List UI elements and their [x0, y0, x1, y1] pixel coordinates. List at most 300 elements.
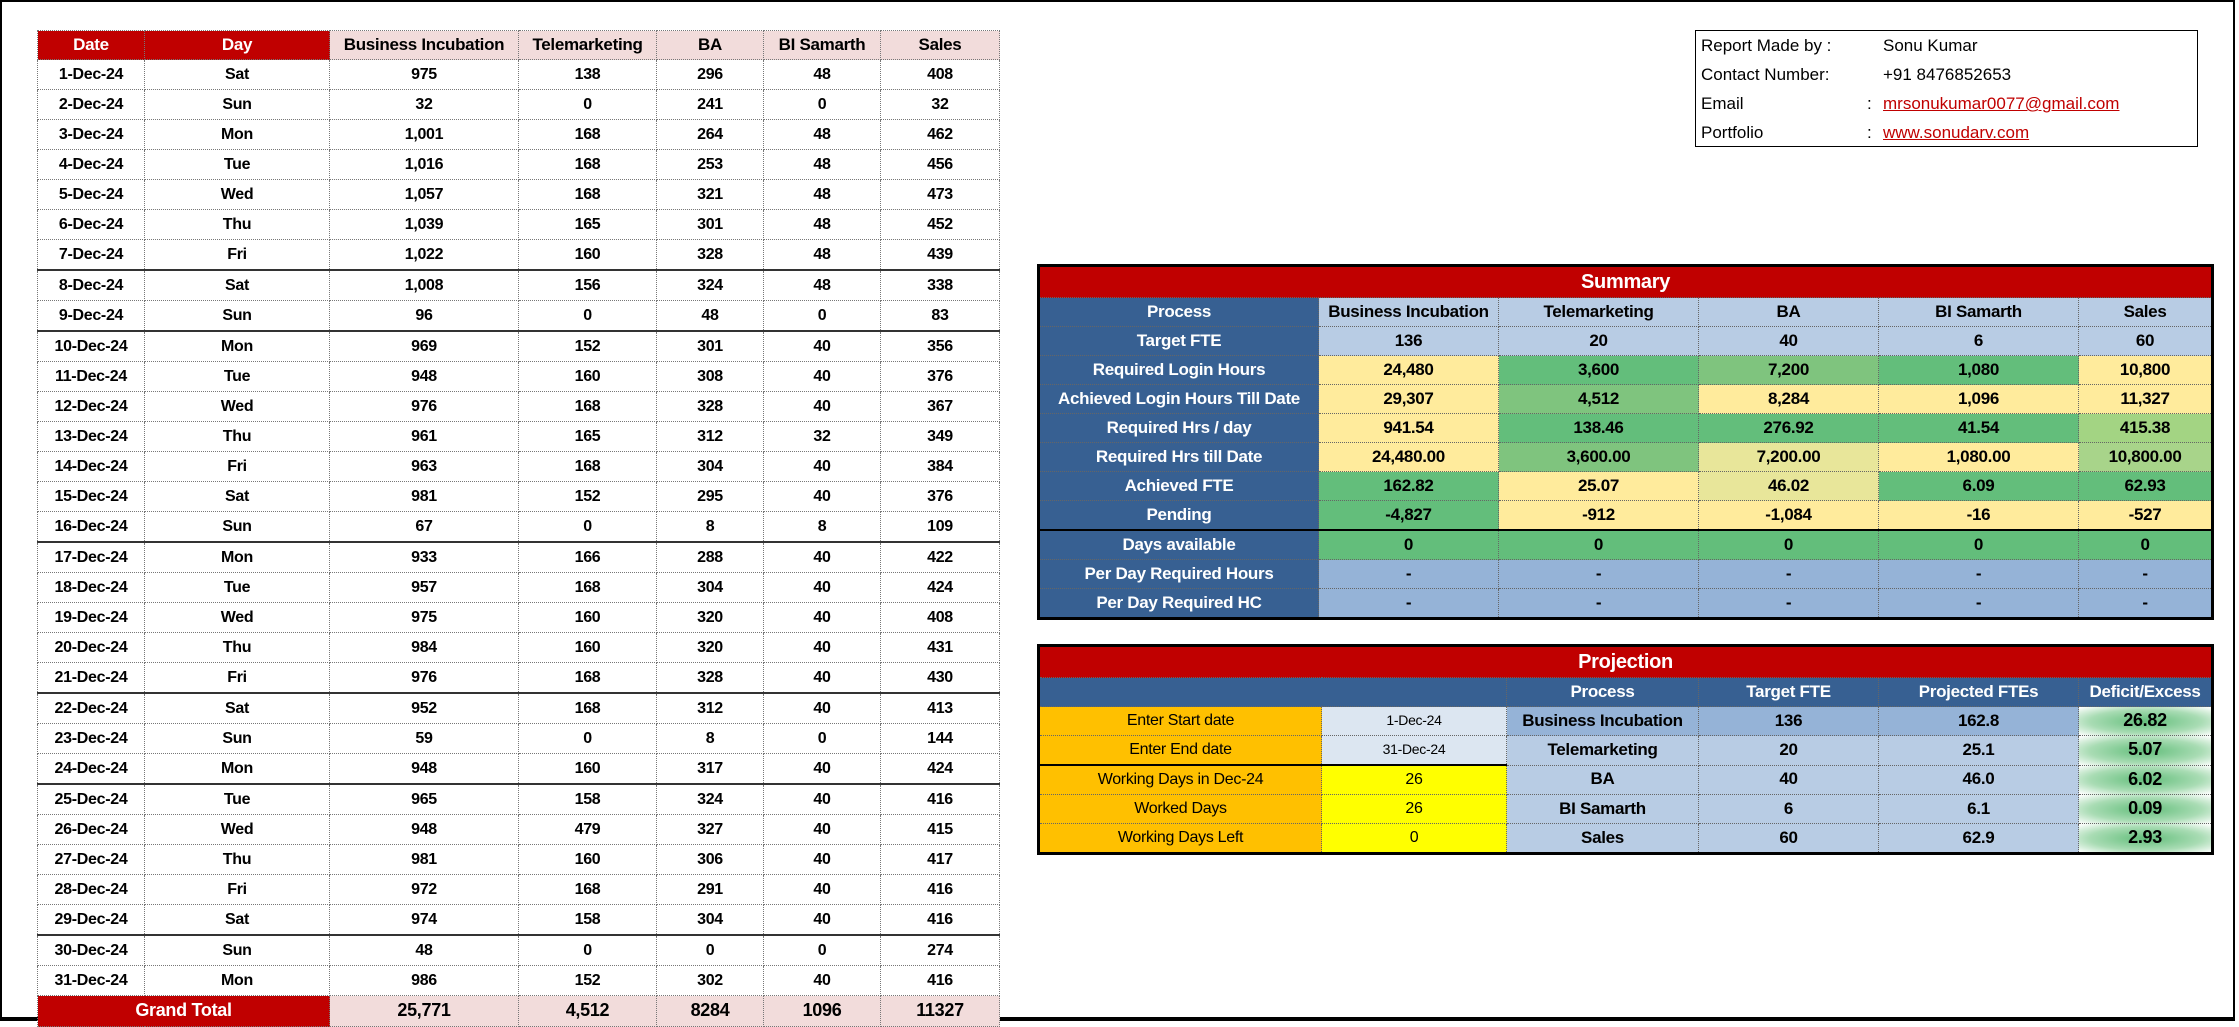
table-cell: 264 — [657, 120, 764, 150]
table-cell: 5-Dec-24 — [38, 180, 145, 210]
table-row — [38, 240, 1000, 271]
table-cell: 67 — [330, 512, 519, 543]
table-cell: Tue — [145, 573, 330, 603]
table-cell: 424 — [881, 573, 1000, 603]
table-row — [38, 784, 1000, 815]
target-fte-cell: 40 — [1699, 327, 1879, 356]
table-cell: 986 — [330, 966, 519, 996]
table-cell: 416 — [881, 784, 1000, 815]
table-cell: 452 — [881, 210, 1000, 240]
blank-header — [1039, 678, 1507, 707]
table-cell: 168 — [519, 392, 657, 422]
date-input[interactable]: 1-Dec-24 — [1322, 707, 1507, 736]
table-cell: 160 — [519, 362, 657, 392]
table-cell: 168 — [519, 875, 657, 905]
row-label: Per Day Required HC — [1039, 589, 1319, 619]
table-cell: 324 — [657, 270, 764, 301]
table-cell: 320 — [657, 633, 764, 663]
colon: : — [1867, 94, 1872, 113]
input-label: Enter Start date — [1039, 707, 1322, 736]
table-cell: 160 — [519, 240, 657, 271]
table-cell: 320 — [657, 603, 764, 633]
portfolio-label: Portfolio — [1701, 123, 1764, 142]
table-cell: Sat — [145, 905, 330, 936]
table-cell: Tue — [145, 150, 330, 180]
table-cell: Tue — [145, 362, 330, 392]
row-label: Required Hrs / day — [1039, 414, 1319, 443]
table-cell: 431 — [881, 633, 1000, 663]
grand-total-label: Grand Total — [38, 996, 330, 1027]
table-cell: 0 — [519, 301, 657, 332]
column-header: Date — [38, 31, 145, 60]
table-cell: 40 — [764, 542, 881, 573]
table-cell: Thu — [145, 422, 330, 452]
table-cell: Mon — [145, 331, 330, 362]
table-cell: Fri — [145, 663, 330, 694]
table-cell: Fri — [145, 875, 330, 905]
summary-cell: 10,800.00 — [2079, 443, 2213, 472]
table-cell: 0 — [519, 724, 657, 754]
summary-cell: 8,284 — [1699, 385, 1879, 414]
days-value: 26 — [1322, 765, 1507, 795]
column-header: Business Incubation — [330, 31, 519, 60]
summary-cell: - — [2079, 589, 2213, 619]
table-row — [38, 362, 1000, 392]
table-cell: 296 — [657, 60, 764, 90]
table-cell: Wed — [145, 180, 330, 210]
table-cell: 4-Dec-24 — [38, 150, 145, 180]
table-cell: 462 — [881, 120, 1000, 150]
process-header: BI Samarth — [1879, 298, 2079, 327]
table-cell: 0 — [764, 90, 881, 120]
deficit-excess: 6.02 — [2079, 765, 2213, 795]
table-row — [38, 482, 1000, 512]
table-row — [38, 966, 1000, 996]
table-cell: 138 — [519, 60, 657, 90]
table-cell: 328 — [657, 240, 764, 271]
table-cell: 40 — [764, 663, 881, 694]
made-by-value: Sonu Kumar — [1883, 36, 1978, 55]
table-cell: 48 — [764, 210, 881, 240]
daily-login-table — [37, 30, 1000, 1027]
table-cell: 48 — [330, 935, 519, 966]
table-cell: 981 — [330, 845, 519, 875]
table-cell: Wed — [145, 603, 330, 633]
column-header: Projected FTEs — [1879, 678, 2079, 707]
table-row — [38, 905, 1000, 936]
table-row — [38, 875, 1000, 905]
table-row — [38, 815, 1000, 845]
table-cell: 25-Dec-24 — [38, 784, 145, 815]
summary-table — [1037, 264, 2214, 620]
table-cell: Tue — [145, 784, 330, 815]
table-row — [38, 422, 1000, 452]
table-row — [38, 150, 1000, 180]
table-cell: 961 — [330, 422, 519, 452]
row-label: Target FTE — [1039, 327, 1319, 356]
table-cell: 21-Dec-24 — [38, 663, 145, 694]
table-cell: 158 — [519, 784, 657, 815]
table-cell: 40 — [764, 693, 881, 724]
table-cell: 144 — [881, 724, 1000, 754]
projected-fte: 25.1 — [1879, 736, 2079, 766]
table-cell: 328 — [657, 392, 764, 422]
table-cell: 304 — [657, 905, 764, 936]
portfolio-link[interactable]: www.sonudarv.com — [1883, 123, 2030, 142]
table-row — [38, 724, 1000, 754]
table-cell: 160 — [519, 845, 657, 875]
table-cell: Fri — [145, 452, 330, 482]
table-cell: 984 — [330, 633, 519, 663]
table-cell: Sat — [145, 693, 330, 724]
summary-cell: 0 — [1499, 530, 1699, 560]
table-cell: 1,001 — [330, 120, 519, 150]
table-cell: 0 — [764, 301, 881, 332]
summary-cell: 25.07 — [1499, 472, 1699, 501]
contact-label: Contact Number: — [1701, 65, 1830, 84]
projection-row — [1039, 824, 2213, 854]
table-row — [38, 512, 1000, 543]
input-label: Working Days Left — [1039, 824, 1322, 854]
target-fte-cell: 6 — [1879, 327, 2079, 356]
table-cell: 295 — [657, 482, 764, 512]
process-name: BI Samarth — [1507, 795, 1699, 824]
summary-cell: - — [1319, 589, 1499, 619]
deficit-excess: 5.07 — [2079, 736, 2213, 766]
summary-cell: 0 — [2079, 530, 2213, 560]
table-cell: 9-Dec-24 — [38, 301, 145, 332]
table-cell: 160 — [519, 633, 657, 663]
table-cell: 1,057 — [330, 180, 519, 210]
table-row — [38, 633, 1000, 663]
portfolio-row — [1701, 118, 2191, 147]
summary-title-row — [1039, 266, 2213, 298]
summary-cell: - — [1879, 589, 2079, 619]
table-cell: 422 — [881, 542, 1000, 573]
table-cell: Sun — [145, 90, 330, 120]
table-cell: 976 — [330, 392, 519, 422]
table-cell: 324 — [657, 784, 764, 815]
summary-cell: 0 — [1319, 530, 1499, 560]
table-cell: 40 — [764, 482, 881, 512]
summary-cell: - — [1319, 560, 1499, 589]
table-row — [38, 392, 1000, 422]
made-by-label: Report Made by : — [1701, 36, 1832, 55]
projection-table — [1037, 644, 2214, 855]
table-cell: 384 — [881, 452, 1000, 482]
column-header: Telemarketing — [519, 31, 657, 60]
projection-row — [1039, 795, 2213, 824]
table-cell: 156 — [519, 270, 657, 301]
table-cell: 13-Dec-24 — [38, 422, 145, 452]
table-row — [38, 301, 1000, 332]
table-cell: 29-Dec-24 — [38, 905, 145, 936]
table-cell: 253 — [657, 150, 764, 180]
column-header: Day — [145, 31, 330, 60]
table-cell: 168 — [519, 120, 657, 150]
table-cell: 24-Dec-24 — [38, 754, 145, 785]
row-label: Per Day Required Hours — [1039, 560, 1319, 589]
input-label: Worked Days — [1039, 795, 1322, 824]
table-cell: 376 — [881, 482, 1000, 512]
summary-cell: -1,084 — [1699, 501, 1879, 531]
row-label: Achieved Login Hours Till Date — [1039, 385, 1319, 414]
summary-cell: 41.54 — [1879, 414, 2079, 443]
table-cell: 8 — [657, 724, 764, 754]
column-header: Sales — [881, 31, 1000, 60]
colon: : — [1867, 123, 1872, 142]
table-cell: 109 — [881, 512, 1000, 543]
summary-cell: 10,800 — [2079, 356, 2213, 385]
table-cell: 168 — [519, 180, 657, 210]
table-cell: 439 — [881, 240, 1000, 271]
table-cell: 327 — [657, 815, 764, 845]
days-value: 0 — [1322, 824, 1507, 854]
contact-row — [1701, 60, 2191, 89]
table-row — [38, 60, 1000, 90]
table-cell: 948 — [330, 362, 519, 392]
table-cell: 48 — [764, 240, 881, 271]
summary-cell: - — [2079, 560, 2213, 589]
summary-row — [1039, 443, 2213, 472]
table-cell: Sat — [145, 60, 330, 90]
summary-row — [1039, 414, 2213, 443]
projection-row — [1039, 765, 2213, 795]
summary-cell: 7,200.00 — [1699, 443, 1879, 472]
projected-fte: 62.9 — [1879, 824, 2079, 854]
column-header: BI Samarth — [764, 31, 881, 60]
days-value: 26 — [1322, 795, 1507, 824]
table-cell: 40 — [764, 573, 881, 603]
table-cell: 40 — [764, 362, 881, 392]
table-cell: 40 — [764, 966, 881, 996]
table-cell: 18-Dec-24 — [38, 573, 145, 603]
column-header: Process — [1507, 678, 1699, 707]
table-cell: 32 — [881, 90, 1000, 120]
table-cell: 241 — [657, 90, 764, 120]
table-cell: 7-Dec-24 — [38, 240, 145, 271]
table-cell: Sun — [145, 724, 330, 754]
summary-cell: 29,307 — [1319, 385, 1499, 414]
table-row — [38, 845, 1000, 875]
table-cell: 165 — [519, 210, 657, 240]
table-cell: 158 — [519, 905, 657, 936]
table-cell: 48 — [764, 180, 881, 210]
table-cell: 0 — [519, 512, 657, 543]
table-cell: Thu — [145, 633, 330, 663]
table-cell: 15-Dec-24 — [38, 482, 145, 512]
table-cell: 168 — [519, 663, 657, 694]
table-cell: 152 — [519, 966, 657, 996]
table-cell: 312 — [657, 422, 764, 452]
table-cell: Sat — [145, 270, 330, 301]
projection-row — [1039, 736, 2213, 766]
summary-cell: 276.92 — [1699, 414, 1879, 443]
table-cell: 302 — [657, 966, 764, 996]
table-cell: 321 — [657, 180, 764, 210]
column-header: BA — [657, 31, 764, 60]
table-row — [38, 754, 1000, 785]
table-cell: 1,022 — [330, 240, 519, 271]
date-input[interactable]: 31-Dec-24 — [1322, 736, 1507, 766]
table-row — [38, 331, 1000, 362]
table-cell: 367 — [881, 392, 1000, 422]
column-header: Deficit/Excess — [2079, 678, 2213, 707]
table-cell: 301 — [657, 331, 764, 362]
table-cell: 10-Dec-24 — [38, 331, 145, 362]
summary-cell: 3,600.00 — [1499, 443, 1699, 472]
table-cell: 28-Dec-24 — [38, 875, 145, 905]
table-cell: 17-Dec-24 — [38, 542, 145, 573]
deficit-excess: 0.09 — [2079, 795, 2213, 824]
table-cell: Sun — [145, 512, 330, 543]
summary-cell: - — [1699, 560, 1879, 589]
summary-cell: 11,327 — [2079, 385, 2213, 414]
process-header: Telemarketing — [1499, 298, 1699, 327]
row-label: Process — [1039, 298, 1319, 327]
table-cell: Thu — [145, 845, 330, 875]
table-row — [38, 120, 1000, 150]
table-cell: 291 — [657, 875, 764, 905]
table-cell: 27-Dec-24 — [38, 845, 145, 875]
target-fte-cell: 20 — [1499, 327, 1699, 356]
table-cell: 948 — [330, 754, 519, 785]
summary-cell: - — [1499, 560, 1699, 589]
table-cell: 974 — [330, 905, 519, 936]
grand-total-row — [38, 996, 1000, 1027]
table-cell: 165 — [519, 422, 657, 452]
summary-cell: 24,480.00 — [1319, 443, 1499, 472]
table-cell: Wed — [145, 392, 330, 422]
table-cell: 963 — [330, 452, 519, 482]
table-cell: 301 — [657, 210, 764, 240]
table-cell: 166 — [519, 542, 657, 573]
table-cell: 23-Dec-24 — [38, 724, 145, 754]
summary-cell: 1,080.00 — [1879, 443, 2079, 472]
table-cell: 981 — [330, 482, 519, 512]
table-cell: 416 — [881, 875, 1000, 905]
table-cell: 16-Dec-24 — [38, 512, 145, 543]
projected-fte: 6.1 — [1879, 795, 2079, 824]
table-row — [38, 693, 1000, 724]
table-cell: 168 — [519, 693, 657, 724]
summary-cell: 24,480 — [1319, 356, 1499, 385]
input-label: Working Days in Dec-24 — [1039, 765, 1322, 795]
table-cell: 376 — [881, 362, 1000, 392]
contact-box — [1695, 30, 2198, 147]
table-cell: 48 — [764, 150, 881, 180]
row-label: Achieved FTE — [1039, 472, 1319, 501]
summary-cell: - — [1499, 589, 1699, 619]
table-cell: 3-Dec-24 — [38, 120, 145, 150]
table-cell: 40 — [764, 754, 881, 785]
summary-cell: 1,096 — [1879, 385, 2079, 414]
summary-cell: -16 — [1879, 501, 2079, 531]
table-row — [38, 452, 1000, 482]
projection-title-row — [1039, 646, 2213, 678]
table-cell: 31-Dec-24 — [38, 966, 145, 996]
table-cell: 948 — [330, 815, 519, 845]
column-header: Target FTE — [1699, 678, 1879, 707]
table-cell: 40 — [764, 331, 881, 362]
table-cell: 160 — [519, 603, 657, 633]
summary-cell: 7,200 — [1699, 356, 1879, 385]
table-cell: 8-Dec-24 — [38, 270, 145, 301]
summary-cell: 6.09 — [1879, 472, 2079, 501]
table-cell: 0 — [764, 935, 881, 966]
table-cell: 48 — [764, 120, 881, 150]
table-cell: 965 — [330, 784, 519, 815]
table-cell: 40 — [764, 845, 881, 875]
summary-cell: 4,512 — [1499, 385, 1699, 414]
row-label: Pending — [1039, 501, 1319, 531]
email-link[interactable]: mrsonukumar0077@gmail.com — [1883, 94, 2120, 113]
summary-cell: -527 — [2079, 501, 2213, 531]
row-label: Required Login Hours — [1039, 356, 1319, 385]
table-row — [38, 210, 1000, 240]
projection-row — [1039, 707, 2213, 736]
table-cell: 152 — [519, 482, 657, 512]
table-cell: 1,016 — [330, 150, 519, 180]
table-cell: 975 — [330, 603, 519, 633]
grand-total-cell: 25,771 — [330, 996, 519, 1027]
summary-cell: 941.54 — [1319, 414, 1499, 443]
table-cell: 0 — [764, 724, 881, 754]
summary-cell: 0 — [1879, 530, 2079, 560]
table-cell: 40 — [764, 784, 881, 815]
table-cell: 957 — [330, 573, 519, 603]
table-cell: 40 — [764, 603, 881, 633]
table-cell: 6-Dec-24 — [38, 210, 145, 240]
table-cell: Mon — [145, 542, 330, 573]
table-cell: 40 — [764, 392, 881, 422]
table-cell: 14-Dec-24 — [38, 452, 145, 482]
table-cell: 32 — [330, 90, 519, 120]
target-fte-cell: 60 — [2079, 327, 2213, 356]
summary-cell: - — [1699, 589, 1879, 619]
table-cell: 160 — [519, 754, 657, 785]
table-cell: 306 — [657, 845, 764, 875]
table-cell: 40 — [764, 905, 881, 936]
process-row — [1039, 298, 2213, 327]
table-cell: 312 — [657, 693, 764, 724]
table-cell: 1,039 — [330, 210, 519, 240]
table-cell: Fri — [145, 240, 330, 271]
process-name: Sales — [1507, 824, 1699, 854]
table-cell: 415 — [881, 815, 1000, 845]
table-cell: 48 — [764, 270, 881, 301]
target-fte: 60 — [1699, 824, 1879, 854]
table-cell: 274 — [881, 935, 1000, 966]
summary-cell: 0 — [1699, 530, 1879, 560]
summary-cell: 138.46 — [1499, 414, 1699, 443]
table-cell: 304 — [657, 452, 764, 482]
table-cell: 96 — [330, 301, 519, 332]
summary-cell: 3,600 — [1499, 356, 1699, 385]
made-by-row — [1701, 31, 2191, 60]
process-name: BA — [1507, 765, 1699, 795]
table-cell: 328 — [657, 663, 764, 694]
summary-cell: -4,827 — [1319, 501, 1499, 531]
table-cell: 416 — [881, 966, 1000, 996]
summary-row — [1039, 501, 2213, 531]
summary-cell: 46.02 — [1699, 472, 1879, 501]
table-cell: 1,008 — [330, 270, 519, 301]
table-cell: 430 — [881, 663, 1000, 694]
table-cell: 152 — [519, 331, 657, 362]
table-cell: 19-Dec-24 — [38, 603, 145, 633]
table-cell: 48 — [657, 301, 764, 332]
